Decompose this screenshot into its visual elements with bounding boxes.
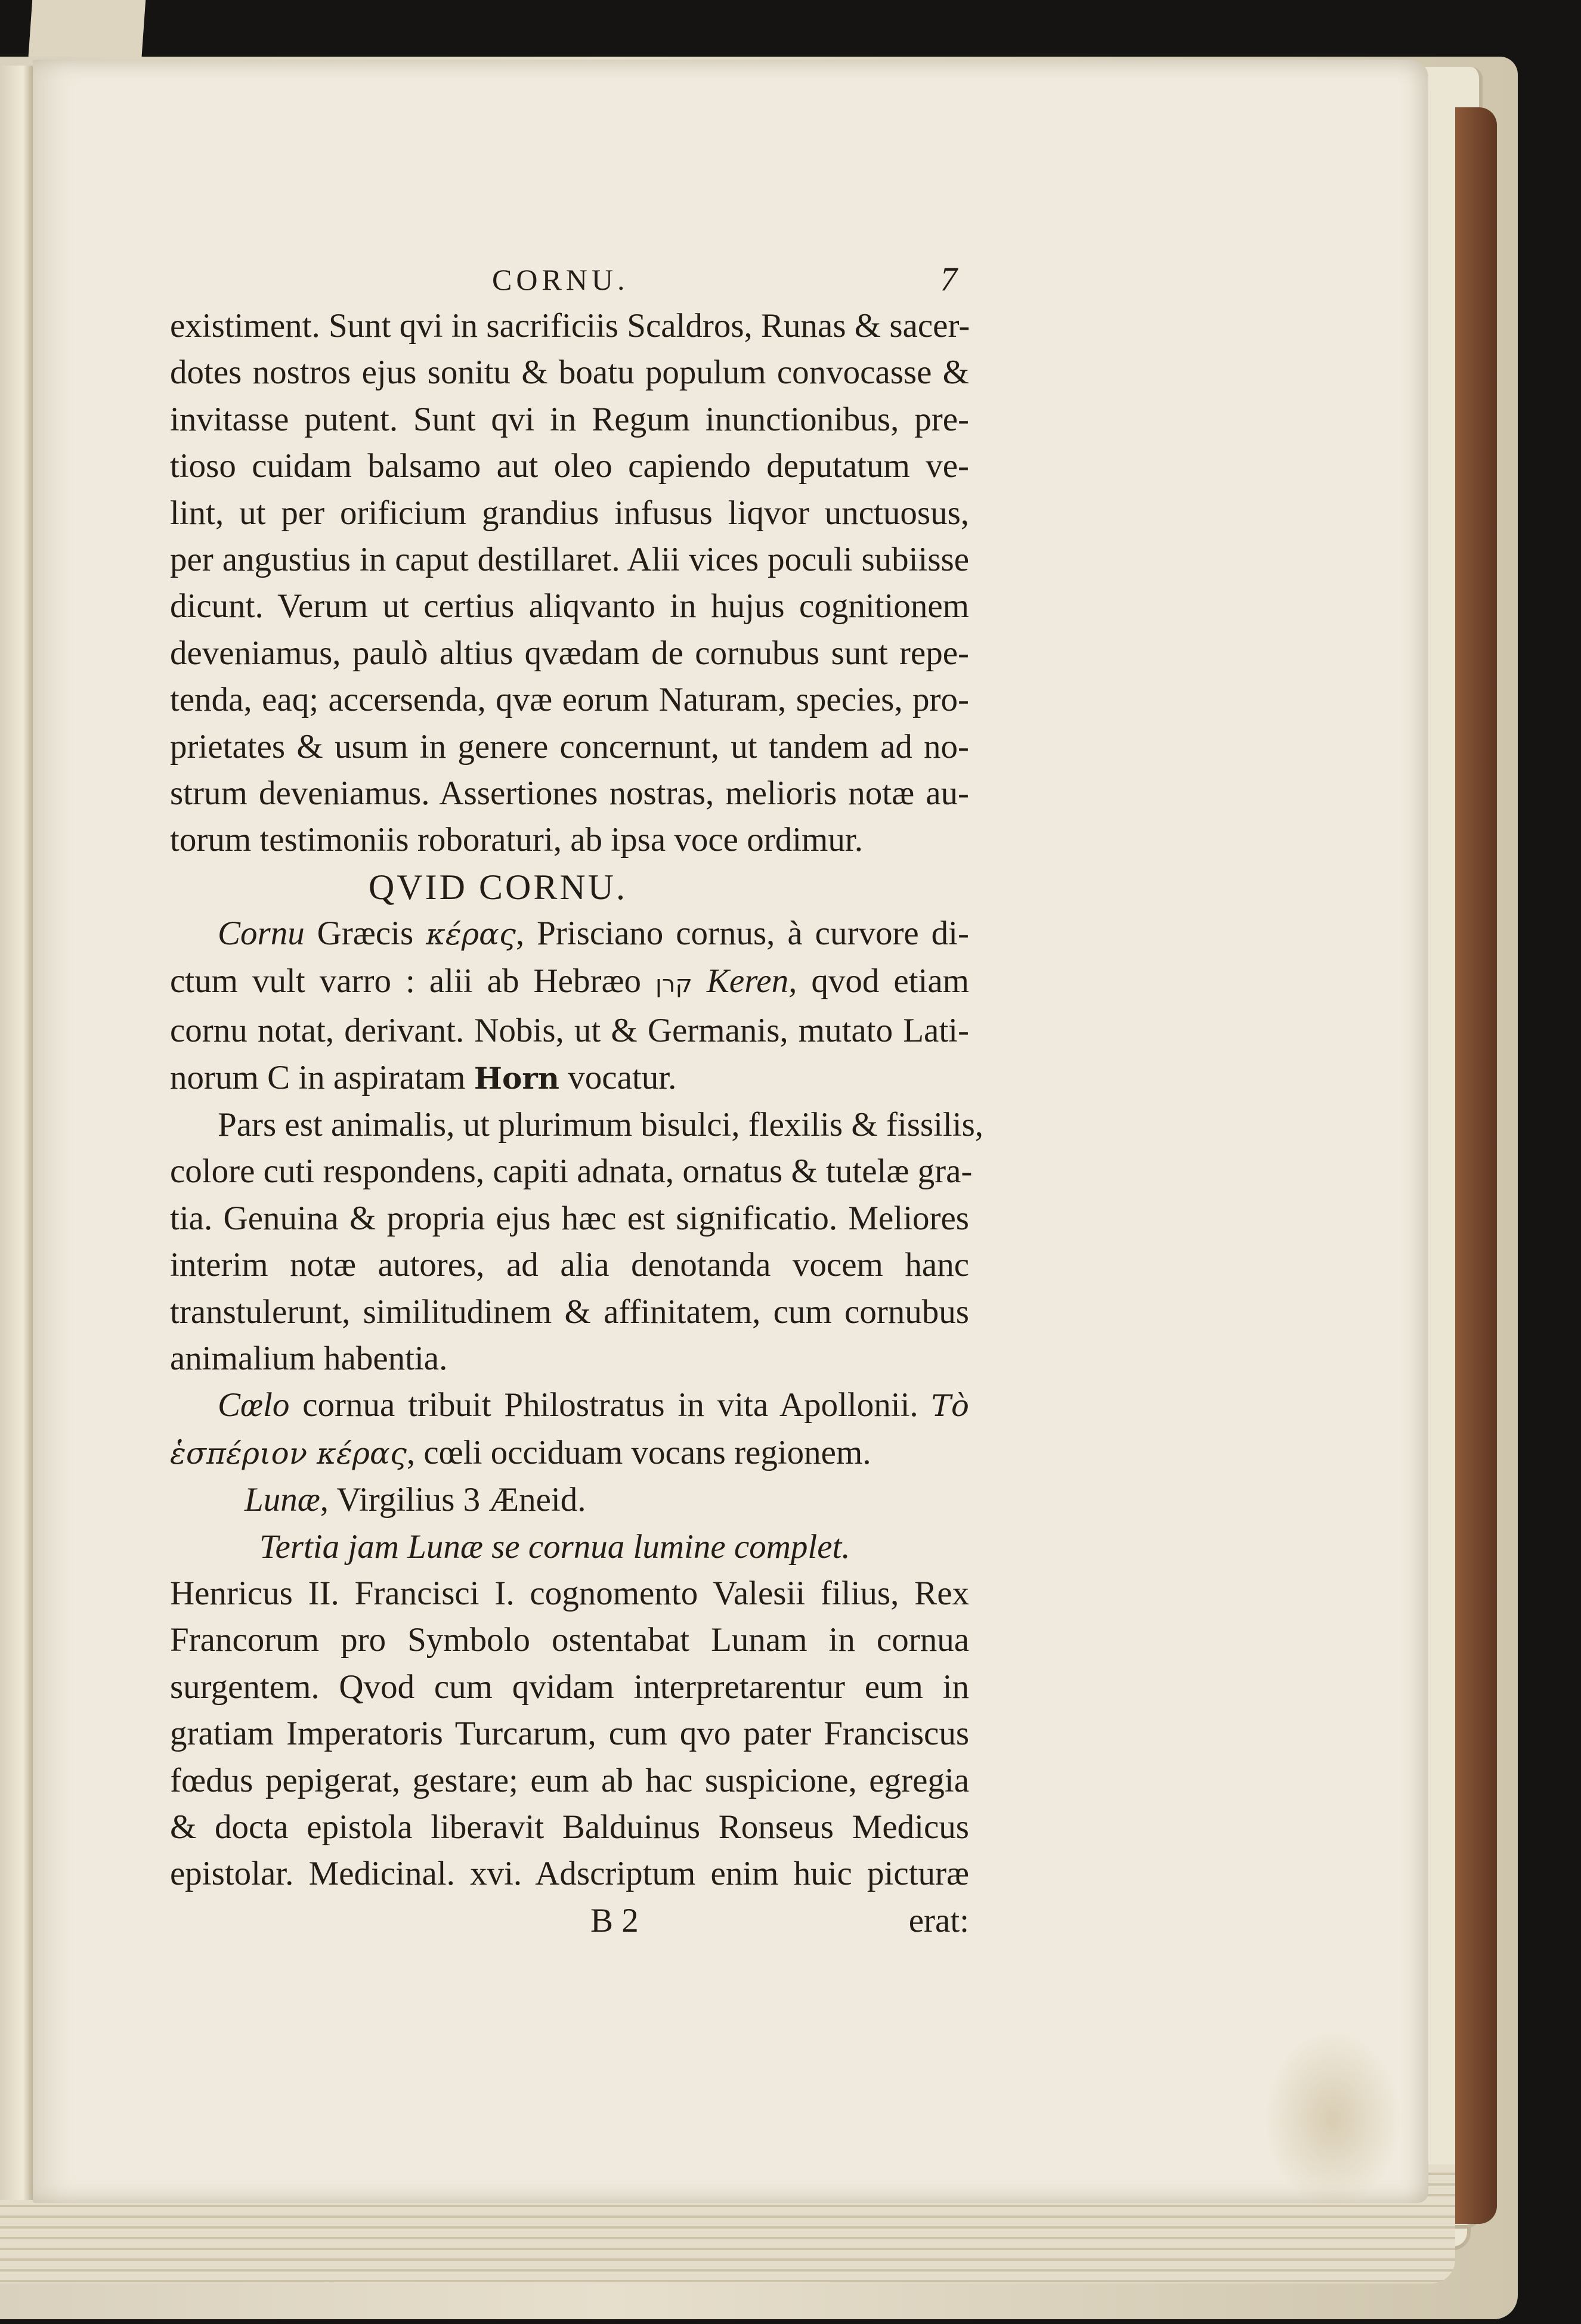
text-run: [692, 962, 707, 1000]
text-run: , Prisciano cornus, à curvore di-: [515, 915, 970, 953]
text-line: gratiam Imperatoris Turcarum, cum qvo pater Franciscus: [170, 1715, 969, 1753]
text-line: interim notæ autores, ad alia denotanda vocem hanc: [170, 1246, 969, 1284]
facing-page: [0, 66, 33, 2200]
text-line: strum deveniamus. Assertiones nostras, melioris notæ au-: [170, 774, 969, 813]
text-line: torum testimoniis roboraturi, ab ipsa voce ordimur.: [170, 821, 863, 859]
running-title: CORNU.: [492, 263, 629, 296]
paragraph-4: [170, 1382, 969, 1477]
text-line: & docta epistola liberavit Balduinus Ronseus Medicus: [170, 1808, 969, 1846]
text-run: , Virgilius 3 Æneid.: [320, 1481, 586, 1519]
greek-word: κέρας: [426, 917, 516, 952]
page-text: [170, 256, 984, 1944]
text-line: dotes nostros ejus sonitu & boatu populum convocasse &: [170, 354, 969, 392]
section-heading: QVID CORNU.: [369, 867, 627, 907]
page-footer: [170, 1898, 969, 1944]
text-line: fœdus pepigerat, gestare; eum ab hac suspicione, egregia: [170, 1761, 969, 1799]
text-line: per angustius in caput destillaret. Alii vices poculi subiisse: [170, 541, 969, 579]
text-line: [170, 910, 969, 958]
text-run: cornua tribuit Philostratus in vita Apollonii.: [289, 1386, 932, 1424]
text-line: [170, 1055, 969, 1102]
text-line: tia. Genuina & propria ejus hæc est significatio. Meliores: [170, 1199, 969, 1237]
cover-edge: [1455, 107, 1497, 2224]
running-head: [170, 256, 969, 303]
paragraph-2: [170, 910, 969, 1102]
hebrew-word: קרן: [655, 970, 692, 998]
keyword-lunae: Lunæ: [245, 1481, 320, 1519]
text-line: Pars est animalis, ut plurimum bisulci, flexilis & fissilis,: [218, 1105, 984, 1144]
paragraph-6: [170, 1570, 969, 1898]
paragraph-3: [170, 1102, 984, 1382]
text-line: [170, 1430, 969, 1477]
text-line: Francorum pro Symbolo ostentabat Lunam in cornua: [170, 1621, 969, 1659]
text-run: norum C in aspiratam: [170, 1058, 474, 1096]
text-line: prietates & usum in genere concernunt, ut tandem ad no-: [170, 727, 969, 766]
text-run: Græcis: [304, 915, 426, 953]
keyword-cornu: Cornu: [218, 915, 305, 953]
text-line: epistolar. Medicinal. xvi. Adscriptum enim huic picturæ: [170, 1855, 969, 1893]
text-line: cornu notat, derivant. Nobis, ut & Germanis, mutato Lati-: [170, 1012, 969, 1050]
greek-word: Τὸ: [931, 1389, 969, 1424]
text-line: dicunt. Verum ut certius aliqvanto in hujus cognitionem: [170, 587, 969, 625]
text-run: , cœli occiduam vocans regionem.: [406, 1433, 871, 1471]
fraktur-word: Horn: [474, 1060, 560, 1096]
text-line: deveniamus, paulò altius qvædam de cornubus sunt repe-: [170, 634, 969, 672]
text-line: surgentem. Qvod cum qvidam interpretarentur eum in: [170, 1668, 969, 1706]
keyword-coelo: Cœlo: [218, 1386, 290, 1424]
text-line: transtulerunt, similitudinem & affinitatem, cum cornubus: [170, 1293, 969, 1331]
greek-phrase: ἑσπέριον κέρας: [170, 1436, 407, 1471]
water-stain: [1264, 2030, 1401, 2209]
text-line: [170, 1477, 969, 1523]
text-line: Henricus II. Francisci I. cognomento Valesii filius, Rex: [170, 1574, 969, 1612]
text-run: qvod etiam: [797, 962, 970, 1000]
text-line: animalium habentia.: [170, 1339, 448, 1377]
text-line: tenda, eaq; accersenda, qvæ eorum Naturam, species, pro-: [170, 681, 969, 719]
page-number: 7: [940, 261, 957, 298]
paragraph-1: [170, 303, 969, 864]
virgil-quote: Tertia jam Lunæ se cornua lumine complet.: [259, 1527, 850, 1566]
text-line: [170, 958, 969, 1008]
signature-mark: B 2: [590, 1901, 639, 1939]
text-line: lint, ut per orificium grandius infusus liqvor unctuosus,: [170, 494, 969, 532]
text-run: vocatur.: [559, 1058, 677, 1096]
catchword: erat:: [908, 1901, 969, 1939]
text-line: existiment. Sunt qvi in sacrificiis Scaldros, Runas & sacer-: [170, 307, 970, 345]
text-line: tioso cuidam balsamo aut oleo capiendo deputatum ve-: [170, 447, 969, 485]
text-line: invitasse putent. Sunt qvi in Regum inunctionibus, pre-: [170, 400, 969, 438]
text-run: ctum vult varro : alii ab Hebræo: [170, 962, 656, 1000]
text-line: colore cuti respondens, capiti adnata, ornatus & tutelæ gra-: [170, 1152, 973, 1191]
text-line: [170, 1382, 969, 1429]
keyword-keren: Keren,: [706, 962, 797, 1000]
